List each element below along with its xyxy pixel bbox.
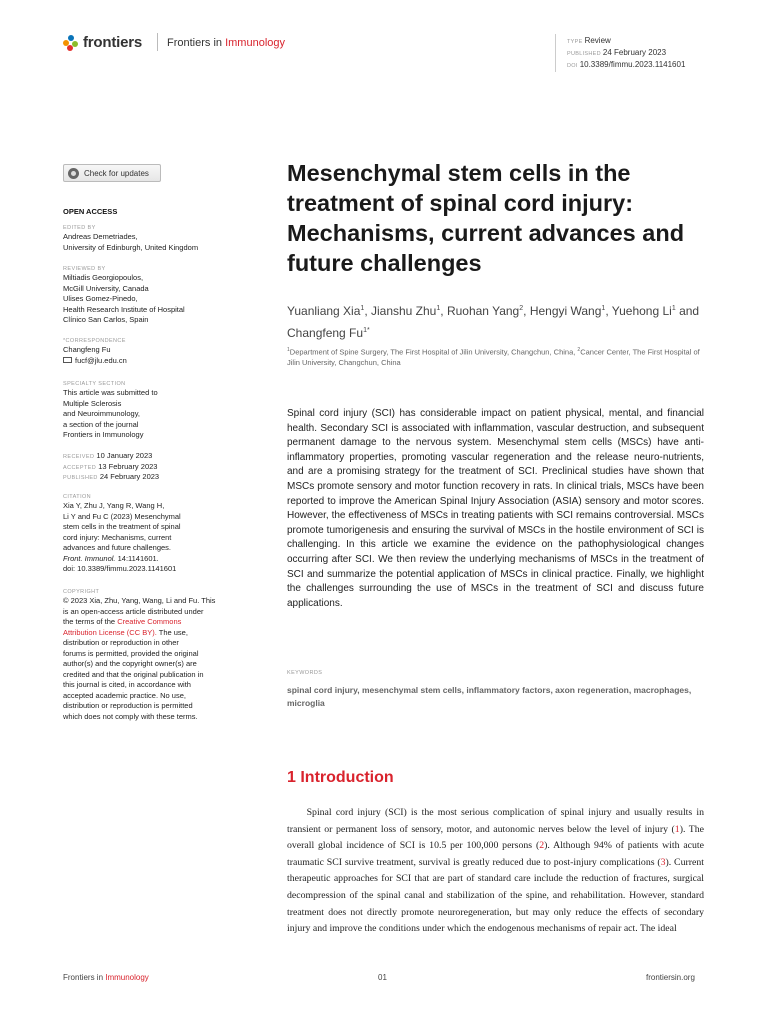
author-name[interactable]: Hengyi Wang	[529, 304, 602, 318]
frontiers-logo-icon	[63, 35, 79, 51]
published-label: PUBLISHED	[567, 51, 601, 57]
citation-label: CITATION	[63, 494, 92, 500]
affiliation-marker: 1	[287, 347, 290, 353]
section-heading: 1 Introduction	[287, 769, 394, 786]
frontiers-logo[interactable]	[63, 34, 142, 51]
journal-accent: Immunology	[225, 37, 285, 49]
copyright-text: The use,	[156, 627, 188, 637]
author-affiliation-marker: 1*	[363, 327, 370, 334]
meta-divider	[555, 34, 556, 72]
editor-affiliation: University of Edinburgh, United Kingdom	[63, 242, 199, 252]
intro-text: ). Although 94% of patients with acute traumatic SCI survive treatment, survival is greatly reduced due to post-injury complications (	[287, 840, 704, 868]
reviewer-line: Miltiadis Georgiopoulos,	[63, 273, 144, 282]
editor-name: Andreas Demetriades,	[63, 232, 138, 241]
check-for-updates-button[interactable]	[63, 164, 161, 182]
specialty-line: Frontiers in Immunology	[63, 430, 144, 439]
author-affiliation-marker: 1	[601, 305, 606, 312]
author-name[interactable]: Jianshu Zhu	[370, 304, 437, 318]
author-affiliation-marker: 1	[360, 305, 365, 312]
affiliation-text: Cancer Center, The First Hospital of Jilin University, Changchun, China	[287, 347, 700, 367]
type-label: TYPE	[567, 39, 583, 45]
published-date-sidebar	[63, 472, 243, 483]
citation-journal-line	[63, 554, 243, 565]
doi-label: DOI	[567, 63, 578, 69]
reference-link[interactable]: 1	[674, 823, 680, 835]
edited-by-block	[63, 224, 243, 253]
correspondence-block	[63, 337, 243, 366]
header-divider	[157, 33, 158, 51]
author-separator: ,	[523, 304, 530, 318]
published-value: 24 February 2023	[602, 48, 667, 57]
citation-journal: Front. Immunol.	[63, 553, 116, 563]
copyright-line: author(s) and the copyright owner(s) are	[63, 659, 197, 668]
keywords: spinal cord injury, mesenchymal stem cells, inflammatory factors, axon regeneration, macrophages, microglia	[287, 685, 692, 708]
published-value-sidebar: 24 February 2023	[99, 472, 160, 481]
copyright-line: distribution or reproduction is permitted	[63, 701, 193, 710]
reference-link[interactable]: 3	[660, 856, 666, 868]
author-name[interactable]: Changfeng Fu	[287, 326, 364, 340]
citation-block	[63, 493, 243, 575]
envelope-icon	[63, 357, 72, 363]
copyright-line: which does not comply with these terms.	[63, 711, 198, 721]
footer-site-link[interactable]: frontiersin.org	[646, 973, 695, 982]
author-list	[287, 299, 707, 343]
logo-wordmark: frontiers	[83, 34, 143, 51]
dates-block	[63, 451, 243, 483]
article-title: Mesenchymal stem cells in the treatment of spinal cord injury: Mechanisms, current advances and future challenges	[287, 160, 685, 276]
specialty-section-block	[63, 380, 243, 441]
copyright-label: COPYRIGHT	[63, 589, 100, 595]
copyright-line	[63, 617, 243, 628]
specialty-label: SPECIALTY SECTION	[63, 381, 126, 387]
author-affiliation-marker: 1	[671, 305, 676, 312]
published-label-sidebar: PUBLISHED	[63, 475, 98, 481]
intro-text: ). The overall global incidence of SCI is 10.5 per 100,000 persons (	[287, 823, 704, 852]
reviewed-by-label: REVIEWED BY	[63, 266, 106, 272]
author-separator: ,	[440, 304, 447, 318]
affiliation-marker: 2	[577, 347, 581, 353]
footer-journal-accent: Immunology	[105, 973, 149, 982]
copyright-line	[63, 628, 243, 639]
intro-text: Spinal cord injury (SCI) is the most serious complication of spinal injury and usually results in transient or permanent loss of sensory, motor, and autonomic nerves below the level of injury (	[287, 807, 704, 835]
citation-line: stem cells in the treatment of spinal	[63, 522, 181, 531]
cc-license-link[interactable]: Attribution License (CC BY).	[63, 627, 157, 637]
copyright-line: credited and that the original publication in	[63, 669, 204, 679]
copyright-line: © 2023 Xia, Zhu, Yang, Wang, Li and Fu. This	[63, 596, 216, 605]
correspondence-label: *CORRESPONDENCE	[63, 338, 126, 344]
specialty-line: This article was submitted to	[63, 388, 158, 397]
author-name[interactable]: Ruohan Yang	[446, 304, 520, 318]
reviewer-line: Ulises Gomez-Pinedo,	[63, 294, 138, 303]
citation-line: advances and future challenges.	[63, 543, 171, 552]
copyright-line: this journal is cited, in accordance with	[63, 680, 191, 689]
received-date	[63, 451, 243, 462]
received-value: 10 January 2023	[96, 451, 153, 460]
journal-name[interactable]	[167, 37, 285, 49]
check-updates-icon	[68, 168, 79, 179]
cc-license-link[interactable]: Creative Commons	[117, 617, 182, 626]
author-affiliation-marker: 1	[436, 305, 441, 312]
keywords-label: KEYWORDS	[287, 670, 323, 676]
affiliations	[287, 345, 707, 369]
author-separator: ,	[364, 304, 371, 318]
reviewed-by-block	[63, 265, 243, 326]
specialty-line: and Neuroimmunology,	[63, 409, 140, 418]
citation-volume: 14:1141601.	[115, 553, 159, 563]
copyright-block	[63, 588, 243, 722]
article-type	[567, 36, 611, 45]
accepted-date	[63, 462, 243, 473]
footer-journal	[63, 973, 149, 982]
affiliation-text: Department of Spine Surgery, The First Hospital of Jilin University, Changchun, China,	[289, 347, 578, 357]
citation-line: Xia Y, Zhu J, Yang R, Wang H,	[63, 501, 165, 510]
author-name[interactable]: Yuanliang Xia	[287, 304, 361, 318]
accepted-label: ACCEPTED	[63, 464, 97, 471]
copyright-text: the terms of the	[63, 617, 118, 626]
email-text[interactable]: fucf@jlu.edu.cn	[75, 355, 127, 365]
specialty-line: Multiple Sclerosis	[63, 398, 122, 408]
open-access-label: OPEN ACCESS	[63, 207, 118, 216]
author-name[interactable]: Yuehong Li	[611, 304, 672, 318]
correspondence-email[interactable]	[63, 356, 243, 367]
published-date	[567, 48, 666, 57]
author-separator: and	[675, 304, 700, 318]
reviewer-line: Health Research Institute of Hospital	[63, 304, 185, 314]
copyright-line: is an open-access article distributed under	[63, 606, 204, 616]
reviewer-line: McGill University, Canada	[63, 283, 149, 293]
intro-text: ). Current therapeutic approaches for SCI that are part of standard care include the reduction of fractures, surgical decompression of the spinal canal and stabilization of the spine, and rehabilitation. However, standard treatment does not directly promote neuroregeneration, but may only reduce the effects of secondary injury and improve the conditions under which the endogenous mechanisms of repair act. The ideal	[287, 856, 704, 935]
reference-link[interactable]: 2	[539, 840, 545, 852]
copyright-line: forums is permitted, provided the original	[63, 648, 199, 658]
correspondence-name: Changfeng Fu	[63, 345, 111, 354]
accepted-value: 13 February 2023	[98, 461, 158, 471]
edited-by-label: EDITED BY	[63, 225, 96, 231]
journal-prefix: Frontiers in	[167, 37, 226, 49]
citation-line: Li Y and Fu C (2023) Mesenchymal	[63, 511, 181, 521]
doi-value[interactable]: 10.3389/fimmu.2023.1141601	[579, 60, 686, 69]
reviewer-line: Clínico San Carlos, Spain	[63, 315, 149, 324]
type-value: Review	[584, 36, 611, 45]
intro-paragraph	[287, 805, 704, 938]
author-affiliation-marker: 2	[519, 305, 524, 312]
abstract: Spinal cord injury (SCI) has considerable impact on patient physical, mental, and financial health. Secondary SCI is associated with inflammation, vascular destruction, and subsequent permanent damage to the nervous system. Mesenchymal stem cells (MSCs) have anti-inflammatory properties, promoting vascular regeneration and the release neuro-nutrients, and are a promising strategy for the treatment of SCI. Preclinical studies have shown that MSCs promote sensory and motor function recovery in rats. In clinical trials, MSCs have been reported to improve the American Spinal Injury Association (ASIA) sensory and motor scores. However, the effectiveness of MSCs in treating patients with SCI remains controversial. MSCs promote tumorigenesis and ensuring the survival of MSCs in the hostile environment of SCI is challenging. In this article we examine the evidence on the pathophysiological changes occurring after SCI. We then review the underlying mechanisms of MSCs in the treatment of SCI and summarize the potential application of MSCs in clinical practice. Finally, we highlight the challenges surrounding the use of MSCs in the treatment of SCI and discuss future applications.	[287, 408, 704, 609]
copyright-line: distribution or reproduction in other	[63, 638, 179, 647]
citation-doi[interactable]: doi: 10.3389/fimmu.2023.1141601	[63, 564, 177, 573]
footer-journal-prefix: Frontiers in	[63, 973, 106, 982]
copyright-line: accepted academic practice. No use,	[63, 690, 186, 700]
received-label: RECEIVED	[63, 454, 95, 460]
specialty-line: a section of the journal	[63, 419, 139, 429]
doi[interactable]	[567, 60, 685, 69]
citation-line: cord injury: Mechanisms, current	[63, 532, 172, 542]
page-number: 01	[378, 973, 387, 982]
check-updates-label: Check for updates	[84, 168, 149, 178]
author-separator: ,	[605, 304, 612, 318]
